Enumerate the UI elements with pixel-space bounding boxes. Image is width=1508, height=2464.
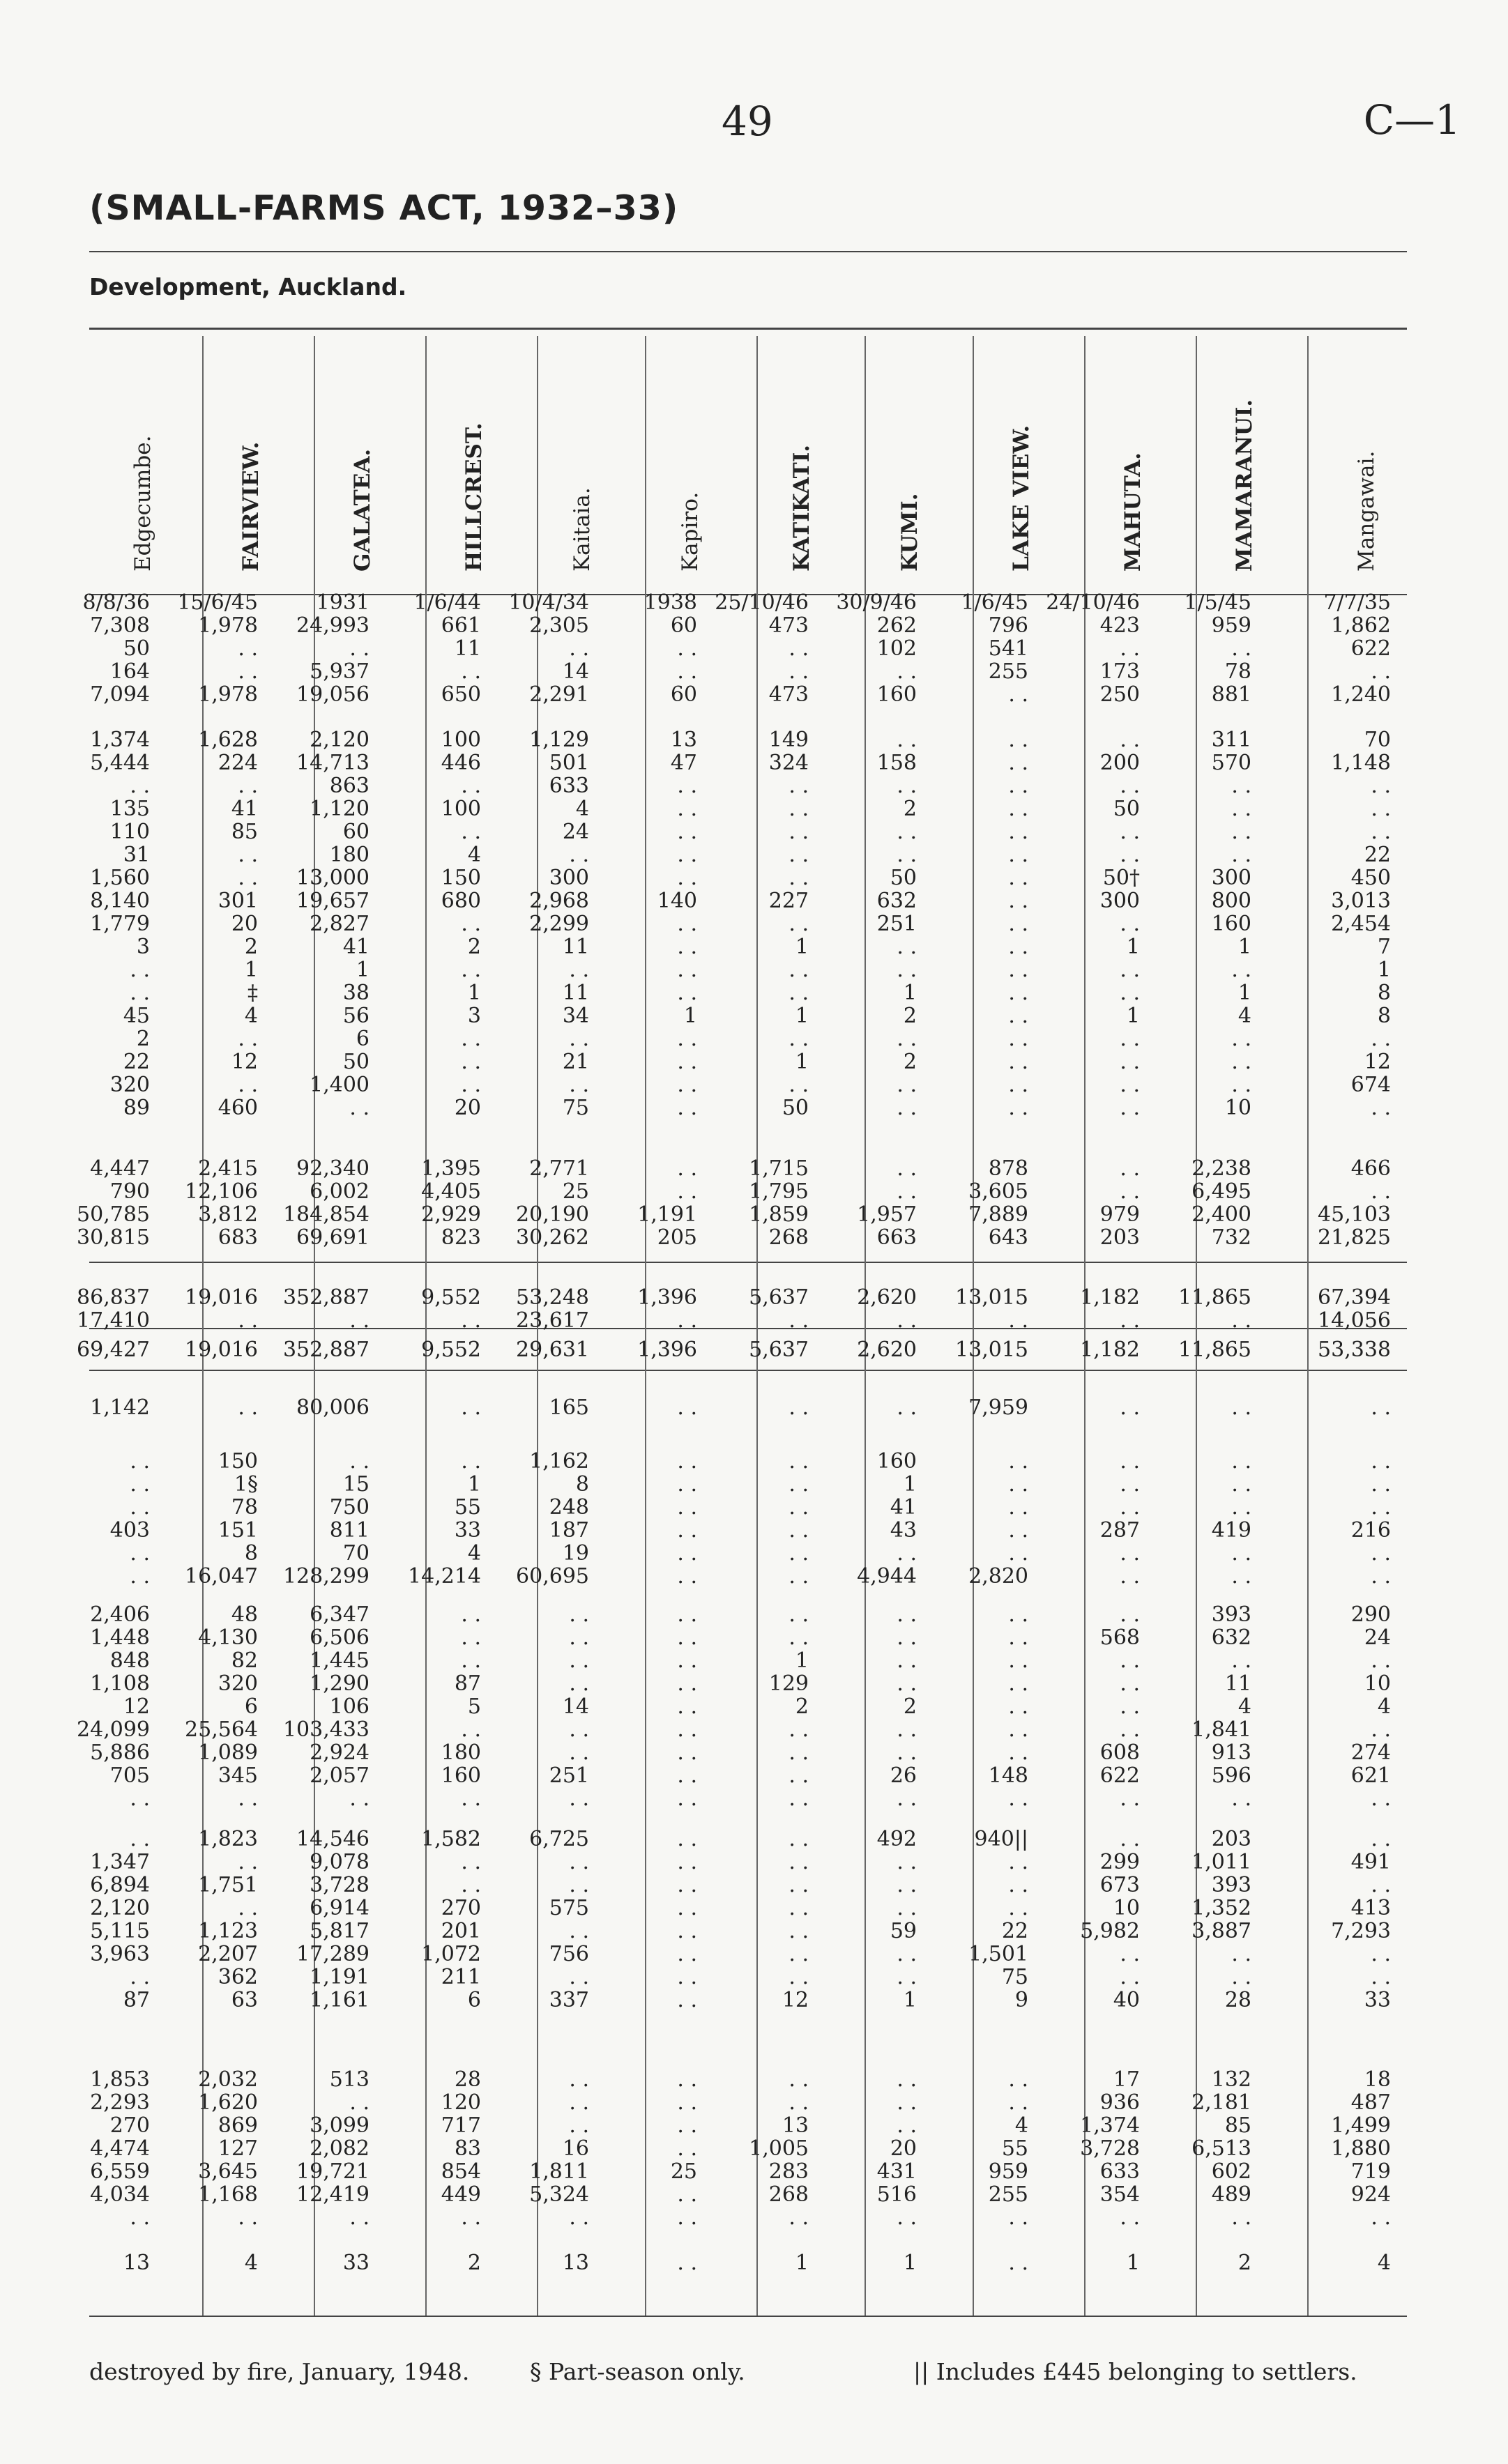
table-cell: . . bbox=[1357, 1395, 1391, 1420]
table-cell: . . 1,347 6,894 2,120 5,115 3,963 . . 87 bbox=[90, 1827, 150, 2012]
column-header-label: HILLCREST. bbox=[462, 422, 487, 572]
table-cell: 29,631 bbox=[516, 1338, 589, 1362]
column-header-label: MAHUTA. bbox=[1120, 452, 1145, 572]
column-header-label: Kapiro. bbox=[678, 491, 703, 572]
table-cell: 311 570 . . . . . . . . 300 800 160 1 . . 1 4 . . . . . . 10 bbox=[1211, 728, 1251, 1120]
table-cell: 24/10/46 423 . . 173 250 bbox=[1046, 590, 1140, 707]
table-cell: 1/6/45 796 541 255 . . bbox=[961, 590, 1028, 707]
table-cell: 2,120 14,713 863 1,120 60 180 13,000 19,657 2,827 41 1 38 56 6 50 1,400 . . bbox=[296, 728, 370, 1120]
column-header-label: KUMI. bbox=[897, 493, 922, 572]
table-cell: 13 bbox=[562, 2251, 589, 2275]
table-cell: 150 1§ 78 151 8 16,047 bbox=[185, 1449, 258, 1589]
table-cell: . . . . . . 216 . . . . bbox=[1350, 1449, 1391, 1589]
table-cell: . . . . . . 87 5 . . 180 160 . . bbox=[441, 1602, 481, 1811]
table-cell: 6,347 6,506 1,445 1,290 106 103,433 2,924 2,057 . . bbox=[282, 1602, 370, 1811]
table-cell: 17 936 1,374 3,728 633 354 . . bbox=[1080, 2067, 1140, 2230]
table-cell: 2,620 . . bbox=[857, 1285, 917, 1333]
table-cell: 1,182 bbox=[1080, 1338, 1140, 1362]
table-cell: 393 632 . . 11 4 1,841 913 596 . . bbox=[1191, 1602, 1251, 1811]
table-cell: 513 . . 3,099 2,082 19,721 12,419 . . bbox=[296, 2067, 370, 2230]
table-cell: . . bbox=[677, 2251, 697, 2275]
table-cell: . . 158 . . 2 . . . . 50 632 251 . . . . 1 2 . . 2 . . . . bbox=[876, 728, 917, 1120]
table-cell: 1,142 bbox=[90, 1395, 150, 1420]
table-cell: 5,637 bbox=[749, 1338, 809, 1362]
table-cell: . . . . . . . . 14 . . . . 251 . . bbox=[549, 1602, 589, 1811]
table-cell: 25/10/46 473 . . . . 473 bbox=[715, 590, 809, 707]
table-cell: . . . . 1,957 663 bbox=[857, 1156, 917, 1250]
table-cell: . . . . . . 287 . . . . bbox=[1099, 1449, 1140, 1589]
table-cell: 1938 60 . . . . 60 bbox=[643, 590, 697, 707]
table-cell: . . bbox=[1218, 1395, 1251, 1420]
table-cell: 1,628 224 . . 41 85 . . . . 301 20 2 1 ‡ 4 . . 12 . . 460 bbox=[198, 728, 258, 1120]
table-cell: . . . . . . . . 2 . . . . 26 . . bbox=[890, 1602, 917, 1811]
table-cell: 160 1 41 43 . . 4,944 bbox=[857, 1449, 917, 1589]
table-cell: . . . . . . . . . . . . . . . . bbox=[677, 1827, 697, 2012]
table-cell: . . . . . . 419 . . . . bbox=[1211, 1449, 1251, 1589]
table-cell: 1,395 4,405 2,929 823 bbox=[421, 1156, 481, 1250]
table-cell: 1,182 . . bbox=[1080, 1285, 1140, 1333]
table-cell: 48 4,130 82 320 6 25,564 1,089 345 . . bbox=[185, 1602, 258, 1811]
table-cell: 878 3,605 7,889 643 bbox=[968, 1156, 1028, 1250]
column-header-label: KATIKATI. bbox=[789, 444, 814, 572]
page-reference: C—1 bbox=[1363, 96, 1461, 144]
table-cell: 30/9/46 262 102 . . 160 bbox=[836, 590, 917, 707]
footnote-part-season: § Part-season only. bbox=[530, 2358, 745, 2385]
page-number: 49 bbox=[722, 98, 773, 145]
table-cell: 466 . . 45,103 21,825 bbox=[1318, 1156, 1391, 1250]
table-cell: . . bbox=[775, 1395, 809, 1420]
column-header bbox=[122, 362, 164, 572]
column-divider bbox=[1307, 336, 1309, 2316]
table-cell: . . bbox=[1106, 1395, 1140, 1420]
table-cell: 53,248 23,617 bbox=[516, 1285, 589, 1333]
table-cell: 13 47 . . . . . . . . . . 140 . . . . . . . . 1 . . . . . . . . bbox=[657, 728, 697, 1120]
table-cell: 352,887 . . bbox=[282, 1285, 370, 1333]
table-cell: 13 bbox=[123, 2251, 150, 2275]
table-cell: . . 200 . . 50 . . . . 50† 300 . . 1 . . . . 1 . . . . . . . . bbox=[1099, 728, 1140, 1120]
table-cell: 4 bbox=[1377, 2251, 1391, 2275]
table-cell: 5,637 . . bbox=[749, 1285, 809, 1333]
table-top-rule bbox=[89, 328, 1407, 330]
table-cell: 53,338 bbox=[1318, 1338, 1391, 1362]
table-cell: 2,620 bbox=[857, 1338, 917, 1362]
table-cell: . . 491 . . 413 7,293 . . . . 33 bbox=[1331, 1827, 1391, 2012]
table-cell: 19,016 . . bbox=[185, 1285, 258, 1333]
table-cell: 1,162 8 248 187 19 60,695 bbox=[516, 1449, 589, 1589]
table-cell: . . . . 13 1,005 283 268 . . bbox=[749, 2067, 809, 2230]
table-cell: . . . . 4 55 959 255 . . bbox=[988, 2067, 1028, 2230]
table-cell: . . 1 55 33 4 14,214 bbox=[408, 1449, 481, 1589]
table-cell: . . . . . . 16 1,811 5,324 . . bbox=[529, 2067, 589, 2230]
column-header-label: Edgecumbe. bbox=[130, 435, 155, 572]
table-cell: 69,427 bbox=[77, 1338, 150, 1362]
table-cell: . . . . . . . . . . . . . . 12 bbox=[782, 1827, 809, 2012]
table-cell: 100 446 . . 100 . . 4 150 680 . . 2 . . 1 3 . . . . . . 20 bbox=[441, 728, 481, 1120]
page-title: (SMALL-FARMS ACT, 1932–33) bbox=[89, 188, 679, 228]
table-cell: . . . . . . . . 25 . . . . bbox=[670, 2067, 697, 2230]
table-cell: 2,032 1,620 869 127 3,645 1,168 . . bbox=[198, 2067, 258, 2230]
table-cell: 1 bbox=[1126, 2251, 1140, 2275]
column-header bbox=[1000, 362, 1042, 572]
table-cell: 28 120 717 83 854 449 . . bbox=[441, 2067, 481, 2230]
column-header bbox=[1224, 362, 1265, 572]
table-cell: 86,837 17,410 bbox=[77, 1285, 150, 1333]
table-cell: 33 bbox=[342, 2251, 370, 2275]
table-cell: 11,865 . . bbox=[1178, 1285, 1251, 1333]
column-header-label: GALATEA. bbox=[350, 448, 375, 572]
table-cell: . . . . . . 20 431 516 . . bbox=[876, 2067, 917, 2230]
table-cell: 13,015 . . bbox=[955, 1285, 1028, 1333]
table-cell: 1 bbox=[903, 2251, 917, 2275]
table-cell: . . bbox=[883, 1395, 917, 1420]
table-cell: 2 bbox=[467, 2251, 481, 2275]
column-header-label: FAIRVIEW. bbox=[238, 441, 264, 572]
table-cell: . . . . 1 129 2 . . . . . . . . bbox=[768, 1602, 809, 1811]
column-header bbox=[561, 362, 603, 572]
total-rule-bottom bbox=[89, 1370, 1407, 1371]
table-cell: 70 1,148 . . . . . . 22 450 3,013 2,454 7 1 8 8 . . 12 674 . . bbox=[1331, 728, 1391, 1120]
table-cell: . . . . . . . . . . 2,820 bbox=[968, 1449, 1028, 1589]
table-cell: . . . . . . . . . . . . bbox=[789, 1449, 809, 1589]
page-subtitle: Development, Auckland. bbox=[89, 273, 407, 300]
table-cell: 92,340 6,002 184,854 69,691 bbox=[282, 1156, 370, 1250]
table-cell: . . 568 . . . . . . . . 608 622 . . bbox=[1099, 1602, 1140, 1811]
column-header bbox=[669, 362, 711, 572]
table-cell: 1,853 2,293 270 4,474 6,559 4,034 . . bbox=[90, 2067, 150, 2230]
table-cell: 492 . . . . . . 59 . . . . 1 bbox=[876, 1827, 917, 2012]
table-cell: 19,016 bbox=[185, 1338, 258, 1362]
table-cell: 940|| . . . . . . 22 1,501 75 9 bbox=[968, 1827, 1028, 2012]
table-cell: 1/5/45 959 . . 78 881 bbox=[1184, 590, 1251, 707]
table-cell: 203 1,011 393 1,352 3,887 . . . . 28 bbox=[1191, 1827, 1251, 2012]
table-cell: 1,374 5,444 . . 135 110 31 1,560 8,140 1,779 3 . . . . 45 2 22 320 89 bbox=[90, 728, 150, 1120]
column-header-label: MAMARANUI. bbox=[1232, 399, 1257, 572]
table-cell: . . bbox=[224, 1395, 258, 1420]
table-cell: 149 324 . . . . . . . . . . 227 . . 1 . . . . 1 . . 1 . . 50 bbox=[768, 728, 809, 1120]
table-cell: 2,415 12,106 3,812 683 bbox=[185, 1156, 258, 1250]
table-cell: 1,582 . . . . 270 201 1,072 211 6 bbox=[421, 1827, 481, 2012]
table-cell: 2,238 6,495 2,400 732 bbox=[1191, 1156, 1251, 1250]
title-rule bbox=[89, 251, 1407, 252]
table-cell: 13,015 bbox=[955, 1338, 1028, 1362]
table-cell: 7/7/35 1,862 622 . . 1,240 bbox=[1323, 590, 1391, 707]
table-cell: 14,546 9,078 3,728 6,914 5,817 17,289 1,191 1,161 bbox=[296, 1827, 370, 2012]
table-cell: . . . . . . . . . . . . bbox=[677, 1449, 697, 1589]
column-header-label: Kaitaia. bbox=[570, 487, 595, 572]
table-cell: . . 299 673 10 5,982 . . . . 40 bbox=[1080, 1827, 1140, 2012]
table-cell: . . . . . . 403 . . . . bbox=[109, 1449, 150, 1589]
column-header bbox=[1346, 362, 1387, 572]
table-cell: 80,006 bbox=[296, 1395, 370, 1420]
table-cell: . . . . . . . . . . . . . . 148 . . bbox=[988, 1602, 1028, 1811]
table-cell: 1,715 1,795 1,859 268 bbox=[749, 1156, 809, 1250]
table-cell: . . bbox=[448, 1395, 481, 1420]
table-cell: 352,887 bbox=[282, 1338, 370, 1362]
table-cell: 1,823 . . 1,751 . . 1,123 2,207 362 63 bbox=[198, 1827, 258, 2012]
table-cell: 2 bbox=[1237, 2251, 1251, 2275]
table-cell: 6,725 . . . . 575 . . 756 . . 337 bbox=[529, 1827, 589, 2012]
column-header bbox=[342, 362, 383, 572]
column-header bbox=[453, 362, 495, 572]
table-cell: 132 2,181 85 6,513 602 489 . . bbox=[1191, 2067, 1251, 2230]
table-cell: . . bbox=[1008, 2251, 1028, 2275]
table-cell: . . . . . . . . . . . . . . . . . . . . . . . . . . . . . . . . . . bbox=[1008, 728, 1028, 1120]
table-bottom-rule bbox=[89, 2316, 1407, 2317]
table-cell: . . 15 750 811 70 128,299 bbox=[282, 1449, 370, 1589]
table-cell: 11,865 bbox=[1178, 1338, 1251, 1362]
table-cell: 7,959 bbox=[968, 1395, 1028, 1420]
column-header bbox=[781, 362, 823, 572]
table-cell: 9,552 . . bbox=[421, 1285, 481, 1333]
table-cell: 1,129 501 633 4 24 . . 300 2,968 2,299 11 . . 11 34 . . 21 . . 75 bbox=[529, 728, 589, 1120]
table-cell: 1931 24,993 . . 5,937 19,056 bbox=[296, 590, 370, 707]
table-cell: 4,447 790 50,785 30,815 bbox=[77, 1156, 150, 1250]
table-cell: 2,771 25 20,190 30,262 bbox=[516, 1156, 589, 1250]
table-cell: 290 24 . . 10 4 . . 274 621 . . bbox=[1350, 1602, 1391, 1811]
column-header-label: Mangawai. bbox=[1354, 450, 1379, 572]
table-cell: 10/4/34 2,305 . . 14 2,291 bbox=[508, 590, 589, 707]
table-cell: 1/6/44 661 11 . . 650 bbox=[413, 590, 481, 707]
table-cell: . . bbox=[664, 1395, 697, 1420]
table-cell: 165 bbox=[549, 1395, 589, 1420]
subtotal-rule bbox=[89, 1262, 1407, 1263]
table-cell: . . . . 1,191 205 bbox=[637, 1156, 697, 1250]
footnote-settlers: || Includes £445 belonging to settlers. bbox=[913, 2358, 1357, 2385]
table-cell: 1,396 . . bbox=[637, 1285, 697, 1333]
table-cell: 1,396 bbox=[637, 1338, 697, 1362]
footnote-fire: destroyed by fire, January, 1948. bbox=[89, 2358, 470, 2385]
column-header bbox=[889, 362, 931, 572]
table-cell: 1 bbox=[795, 2251, 809, 2275]
column-header bbox=[1112, 362, 1154, 572]
table-cell: 15/6/45 1,978 . . . . 1,978 bbox=[177, 590, 258, 707]
table-cell: 67,394 14,056 bbox=[1318, 1285, 1391, 1333]
column-header-label: LAKE VIEW. bbox=[1009, 424, 1034, 572]
table-cell: 9,552 bbox=[421, 1338, 481, 1362]
table-cell: 18 487 1,499 1,880 719 924 . . bbox=[1331, 2067, 1391, 2230]
table-cell: 8/8/36 7,308 50 164 7,094 bbox=[82, 590, 150, 707]
table-cell: . . . . 979 203 bbox=[1099, 1156, 1140, 1250]
table-cell: 4 bbox=[244, 2251, 258, 2275]
table-cell: 2,406 1,448 848 1,108 12 24,099 5,886 705 . . bbox=[77, 1602, 150, 1811]
table-cell: . . . . . . . . . . . . . . . . . . bbox=[677, 1602, 697, 1811]
column-header bbox=[230, 362, 272, 572]
